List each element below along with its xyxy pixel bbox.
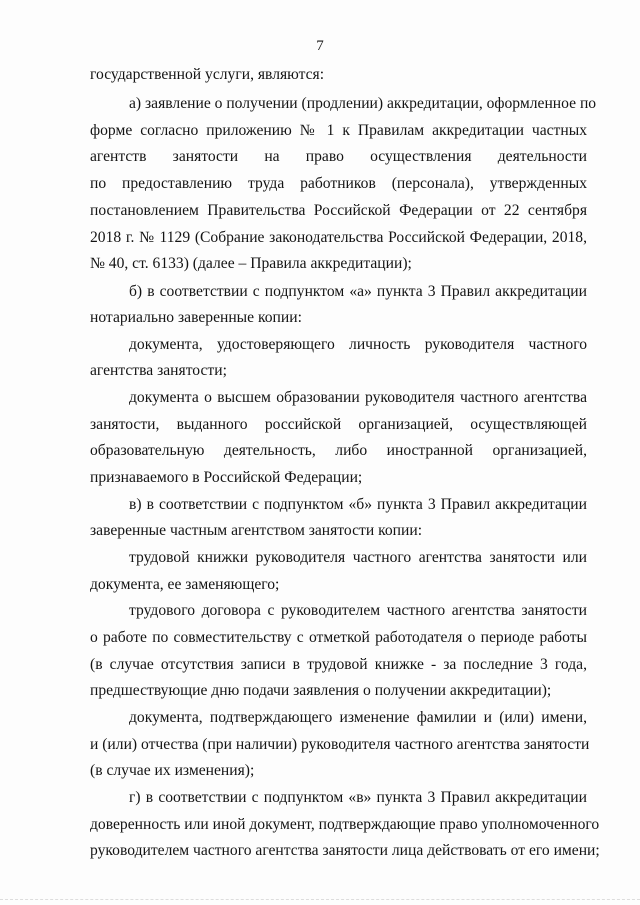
text-line: агентств занятости на право осуществления деятельности <box>90 148 587 165</box>
text-line: б) в соответствии с подпунктом «а» пункта 3 Правил аккредитации <box>129 283 587 300</box>
page-number: 7 <box>316 38 324 54</box>
text-line: образовательную деятельность, либо иностранной организацией, <box>90 442 587 459</box>
text-line: постановлением Правительства Российской Федерации от 22 сентября <box>90 202 587 219</box>
text-line: 2018 г. № 1129 (Собрание законодательства Российской Федерации, 2018, <box>90 229 587 246</box>
text-line: заверенные частным агентством занятости копии: <box>90 522 423 539</box>
text-line: № 40, ст. 6133) (далее – Правила аккредитации); <box>90 255 412 272</box>
text-line: по предоставлению труда работников (персонала), утвержденных <box>90 175 587 192</box>
text-line: (в случае отсутствия записи в трудовой книжке - за последние 3 года, <box>90 656 587 673</box>
text-line: трудовой книжки руководителя частного агентства занятости или <box>129 549 587 566</box>
text-line: в) в соответствии с подпунктом «б» пункта 3 Правил аккредитации <box>129 496 587 513</box>
text-line: о работе по совместительству с отметкой работодателя о периоде работы <box>90 629 587 646</box>
text-line: государственной услуги, являются: <box>90 66 325 83</box>
text-line: признаваемого в Российской Федерации; <box>90 469 363 486</box>
text-line: доверенность или иной документ, подтверждающие право уполномоченного <box>90 816 600 833</box>
text-line: документа, подтверждающего изменение фамилии и (или) имени, <box>129 709 587 726</box>
scan-edge-divider <box>0 899 640 901</box>
text-line: и (или) отчества (при наличии) руководителя частного агентства занятости <box>90 736 590 753</box>
text-line: занятости, выданного российской организацией, осуществляющей <box>90 416 587 433</box>
text-line: трудового договора с руководителем частного агентства занятости <box>129 602 587 619</box>
text-line: а) заявление о получении (продлении) аккредитации, оформленное по <box>129 95 597 112</box>
text-line: форме согласно приложению № 1 к Правилам аккредитации частных <box>90 122 587 139</box>
text-line: документа, ее заменяющего; <box>90 576 280 593</box>
text-line: документа, удостоверяющего личность руководителя частного <box>129 336 587 353</box>
text-line: документа о высшем образовании руководителя частного агентства <box>129 389 587 406</box>
text-line: агентства занятости; <box>90 362 227 379</box>
text-line: (в случае их изменения); <box>90 762 255 779</box>
text-line: нотариально заверенные копии: <box>90 309 302 326</box>
text-line: г) в соответствии с подпунктом «в» пункта 3 Правил аккредитации <box>129 789 587 806</box>
text-line: предшествующие дню подачи заявления о получении аккредитации); <box>90 682 552 699</box>
text-line: руководителем частного агентства занятости лица действовать от его имени; <box>90 842 600 859</box>
